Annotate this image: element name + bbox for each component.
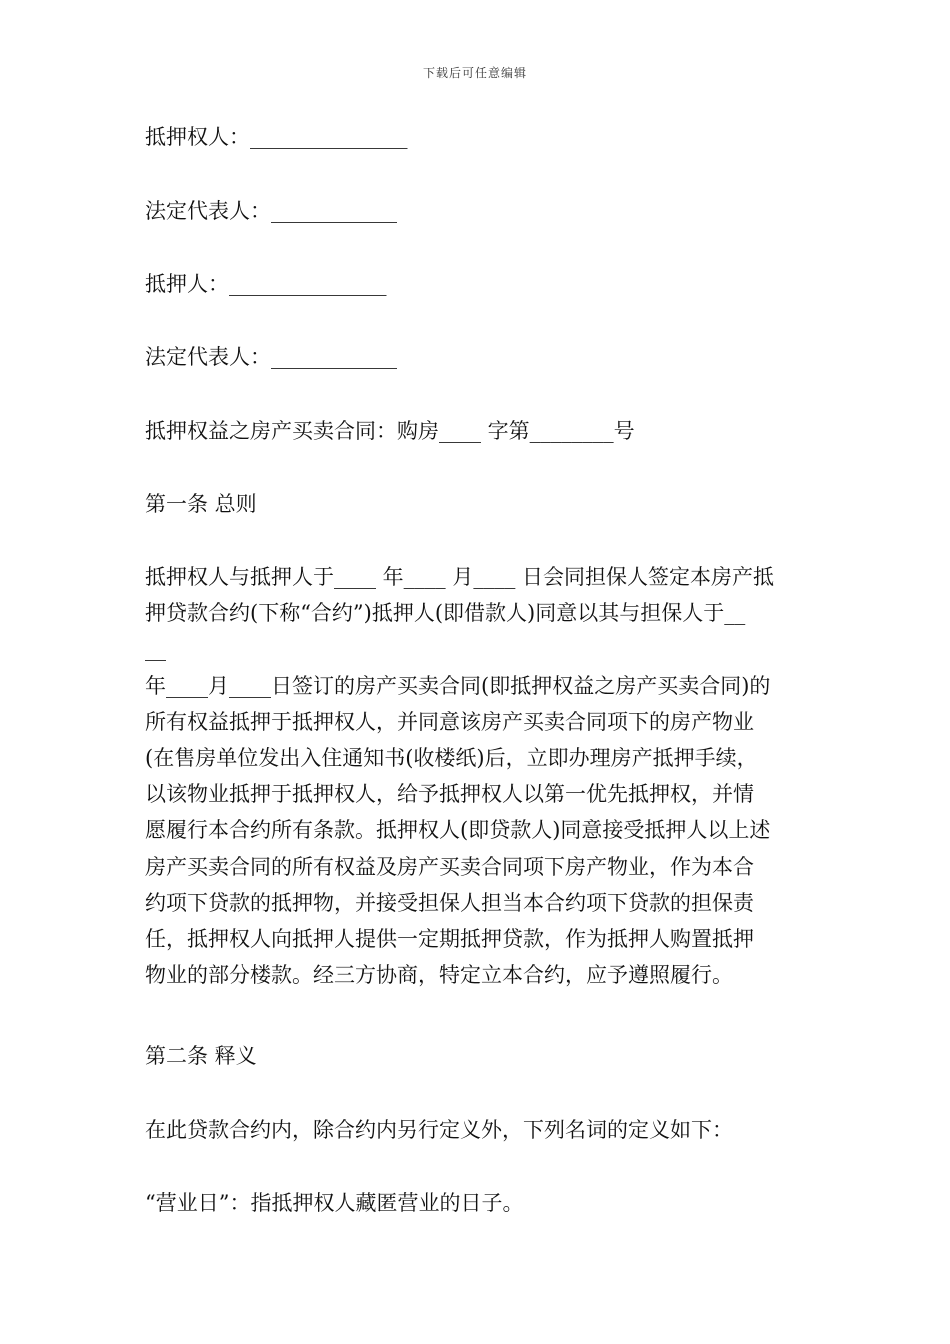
article-1-line: (在售房单位发出入住通知书(收楼纸)后，立即办理房产抵押手续， — [145, 745, 758, 770]
mortgagor-field: 抵押人：_______________ — [145, 272, 387, 296]
mortgagor-legal-rep-field: 法定代表人：____________ — [145, 345, 397, 369]
article-1-line: 愿履行本合约所有条款。抵押权人(即贷款人)同意接受抵押人以上述 — [145, 818, 771, 843]
article-1-line: 抵押权人与抵押人于____ 年____ 月____ 日会同担保人签定本房产抵 — [145, 565, 775, 589]
mortgagee-field: 抵押权人：_______________ — [145, 125, 408, 149]
article-1-title: 第一条 总则 — [145, 492, 257, 516]
article-1-line: __ — [145, 637, 166, 662]
page-header: 下载后可任意编辑 — [422, 66, 527, 80]
article-2-title: 第二条 释义 — [145, 1044, 257, 1068]
article-1-line: 所有权益抵押于抵押权人，并同意该房产买卖合同项下的房产物业 — [145, 709, 754, 734]
article-1-line: 约项下贷款的抵押物，并接受担保人担当本合约项下贷款的担保责 — [145, 890, 754, 915]
article-1-body — [145, 559, 809, 993]
article-1-line: 押贷款合约(下称“合约”)抵押人(即借款人)同意以其与担保人于__ — [145, 601, 746, 626]
article-2-intro: 在此贷款合约内，除合约内另行定义外，下列名词的定义如下： — [145, 1118, 733, 1142]
article-1-line: 年____月____日签订的房产买卖合同(即抵押权益之房产买卖合同)的 — [145, 673, 771, 698]
purchase-contract-field: 抵押权益之房产买卖合同：购房____ 字第________号 — [145, 419, 635, 443]
article-1-line: 以该物业抵押于抵押权人，给予抵押权人以第一优先抵押权，并情 — [145, 782, 754, 807]
article-2-definition: “营业日”：指抵押权人藏匿营业的日子。 — [145, 1191, 524, 1215]
article-1-line: 物业的部分楼款。经三方协商，特定立本合约，应予遵照履行。 — [145, 963, 733, 988]
article-1-line: 任，抵押权人向抵押人提供一定期抵押贷款，作为抵押人购置抵押 — [145, 926, 754, 951]
article-1-line: 房产买卖合同的所有权益及房产买卖合同项下房产物业，作为本合 — [145, 854, 754, 879]
mortgagee-legal-rep-field: 法定代表人：____________ — [145, 199, 397, 223]
